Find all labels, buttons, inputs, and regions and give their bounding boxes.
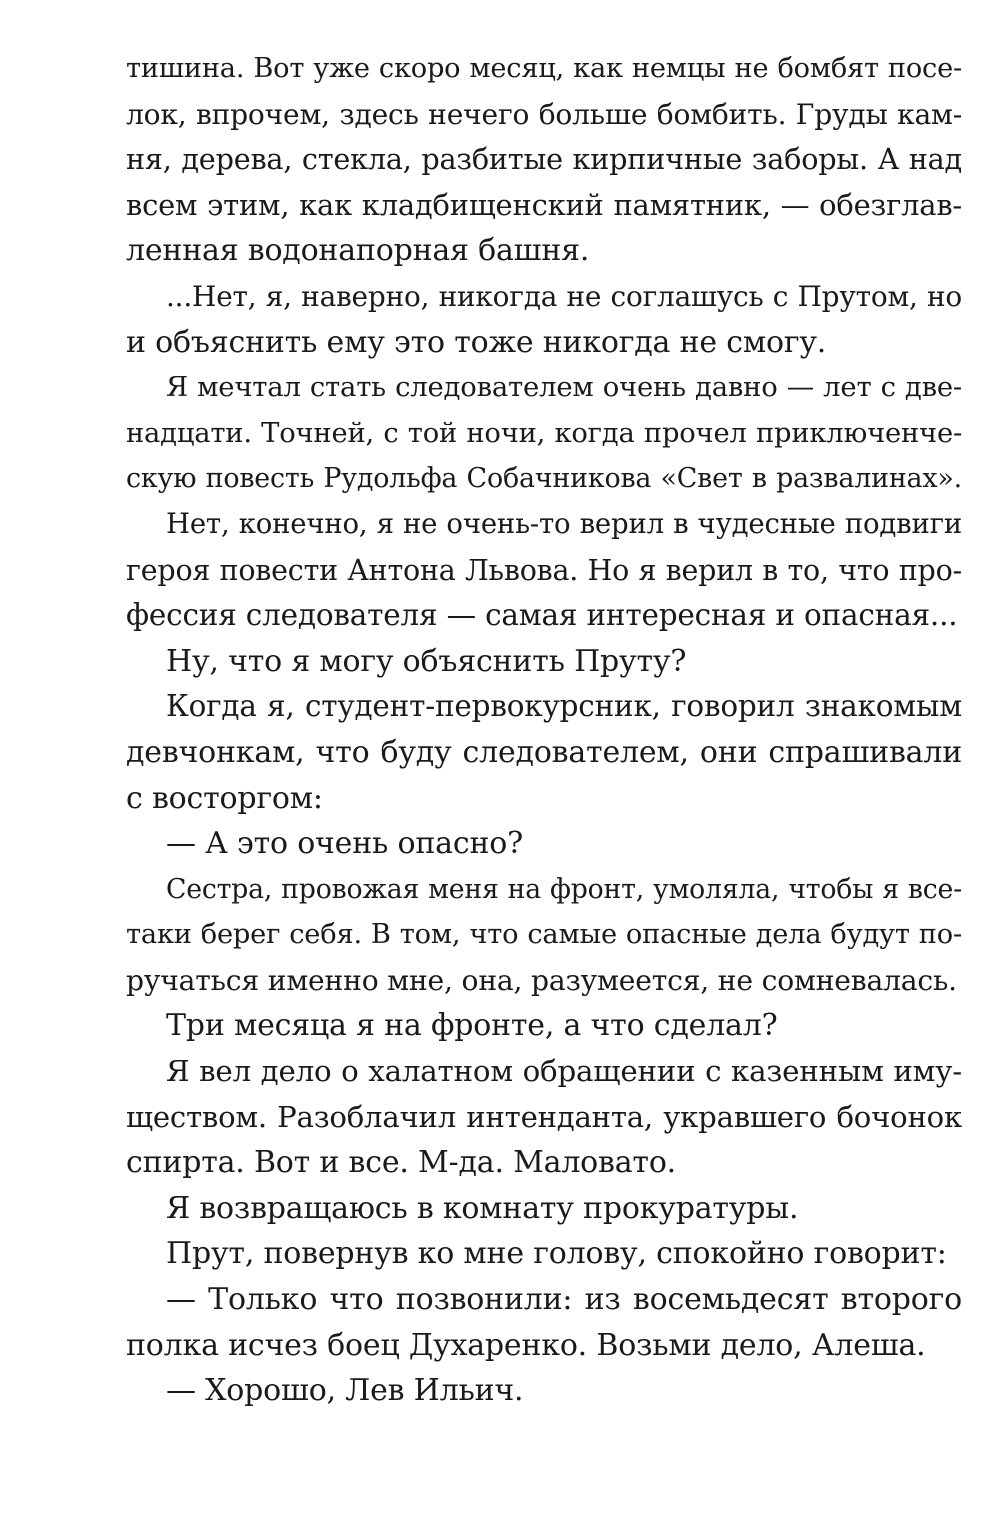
- text-line: спирта. Вот и все. М-да. Маловато.: [126, 1145, 677, 1181]
- text-line: надцати. Точней, с той ночи, когда прочел приключенче-: [126, 417, 962, 449]
- text-line: фессия следователя — самая интересная и опасная...: [126, 598, 958, 633]
- text-line: — Хорошо, Лев Ильич.: [166, 1373, 524, 1409]
- body-text: [126, 46, 962, 1414]
- text-line: Я мечтал стать следователем очень давно — лет с две-: [166, 371, 962, 404]
- text-line: с восторгом:: [126, 780, 323, 816]
- text-line: Я вел дело о халатном обращении с казенным иму-: [166, 1054, 962, 1089]
- text-line: Я возвращаюсь в комнату прокуратуры.: [166, 1190, 799, 1226]
- text-line: ленная водонапорная башня.: [126, 233, 590, 269]
- text-line: героя повести Антона Львова. Но я верил в то, что про-: [126, 553, 962, 587]
- text-line: Ну, что я могу объяснить Пруту?: [166, 643, 687, 679]
- text-line: тишина. Вот уже скоро месяц, как немцы не бомбят посе-: [126, 53, 962, 84]
- text-line: — А это очень опасно?: [166, 826, 523, 862]
- text-line: всем этим, как кладбищенский памятник, — обезглав-: [126, 187, 962, 222]
- text-line: Сестра, провожая меня на фронт, умоляла, чтобы я все-: [166, 873, 962, 905]
- text-line: Прут, повернув ко мне голову, спокойно говорит:: [166, 1236, 947, 1272]
- text-line: девчонкам, что буду следователем, они спрашивали: [126, 734, 962, 770]
- text-line: скую повесть Рудольфа Собачникова «Свет в развалинах».: [126, 463, 962, 495]
- text-line: ручаться именно мне, она, разумеется, не сомневалась.: [126, 963, 957, 997]
- text-line: лок, впрочем, здесь нечего больше бомбить. Груды кам-: [126, 97, 962, 131]
- text-line: ...Нет, я, наверно, никогда не соглашусь с Прутом, но: [166, 279, 962, 313]
- text-line: ня, дерева, стекла, разбитые кирпичные заборы. А над: [126, 142, 962, 177]
- text-line: Нет, конечно, я не очень-то верил в чудесные подвиги: [166, 507, 962, 540]
- text-line: Когда я, студент-первокурсник, говорил знакомым: [166, 689, 962, 724]
- text-line: — Только что позвонили: из восемьдесят второго: [166, 1282, 962, 1318]
- text-line: Три месяца я на фронте, а что сделал?: [166, 1008, 778, 1044]
- text-line: полка исчез боец Духаренко. Возьми дело, Алеша.: [126, 1327, 926, 1363]
- text-line: таки берег себя. В том, что самые опасные дела будут по-: [126, 919, 962, 951]
- text-line: ществом. Разоблачил интенданта, укравшего бочонок: [126, 1099, 962, 1134]
- text-line: и объяснить ему это тоже никогда не смогу.: [126, 324, 827, 360]
